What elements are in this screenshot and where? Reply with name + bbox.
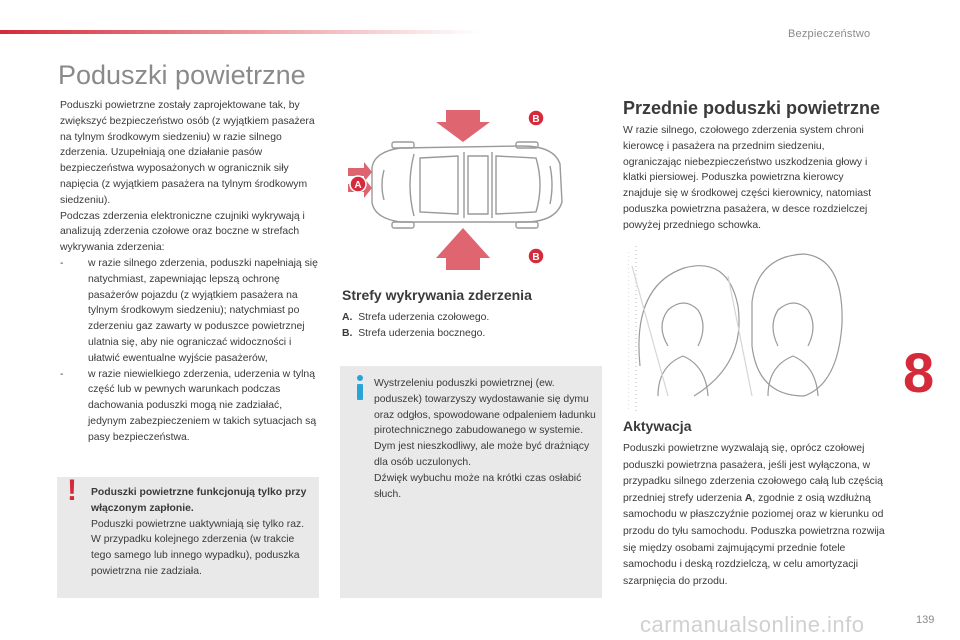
- watermark: carmanualsonline.info: [640, 612, 865, 637]
- bullet-text: w razie silnego zderzenia, poduszki napełniają się natychmiast, zapewniając lepszą ochronę pasażerów pojazdu (z wyjątkiem pasażera na tylnym środkowym siedzeniu); natychmiast po zderzeniu gaz zawarty w poduszce powietrznej ulatnia się, aby nie ograniczać widoczności i ułatwić ewentualne wyjście pasażerów,: [88, 257, 318, 364]
- car-crash-zones-diagram: [340, 106, 580, 276]
- activation-heading: Aktywacja: [623, 418, 692, 434]
- header-accent-bar: [0, 30, 480, 34]
- intro-paragraph-1: Poduszki powietrzne zostały zaprojektowane tak, by zwiększyć bezpieczeństwo osób (z wyjątkiem pasażera na tylnym środkowym siedzeniu) w razie silnego zderzenia. Uzupełniają one działanie pasów bezpieczeństwa wyposażonych w ogranicznik siły napięcia (z wyjątkiem pasażera na tylnym środkowym siedzeniu).: [60, 100, 315, 206]
- side-impact-arrows-top: [436, 110, 490, 142]
- intro-bullet: [60, 256, 322, 367]
- zone-label-a: [350, 176, 366, 192]
- info-paragraph-2: Dym jest nieszkodliwy, ale może być drażniący dla osób uczulonych.: [374, 441, 590, 468]
- activation-text-part-1: Poduszki powietrzne wyzwalają się, oprócz czołowej poduszki powietrzna pasażera, jeśli jest wyłączona, w przypadku silnego zderzenia czołowego całą lub częścią przedniej strefy uderzenia: [623, 443, 883, 504]
- warning-bold-text: Poduszki powietrzne funkcjonują tylko przy włączonym zapłonie.: [91, 487, 307, 514]
- zone-label-b-bottom: [528, 248, 544, 264]
- front-airbags-paragraph: W razie silnego, czołowego zderzenia system chroni kierowcę i pasażera na przednim siedzeniu, ograniczając niebezpieczeństwo uszkodzenia głowy i klatki piersiowej. Poduszka powietrzna kierowcy znajduje się w środkowej części kierownicy, natomiast poduszka powietrzna pasażera, w desce rozdzielczej powyżej przedniego schowka.: [623, 125, 872, 231]
- zone-label-b-top: [528, 110, 544, 126]
- intro-bullet: [60, 367, 322, 446]
- intro-paragraph-2: Podczas zderzenia elektroniczne czujniki wykrywają i analizują zderzenia czołowe oraz boczne w strefach wykrywania zderzenia:: [60, 210, 305, 254]
- page-number: 139: [916, 614, 935, 626]
- info-text: [374, 376, 596, 502]
- activation-zone-a: A: [744, 492, 753, 504]
- zone-text: Strefa uderzenia bocznego.: [358, 327, 486, 339]
- front-airbags-text: [623, 123, 885, 234]
- info-paragraph-1: Wystrzeleniu poduszki powietrznej (ew. poduszek) towarzyszy wydostawanie się dymu oraz odgłos, spowodowane odpaleniem ładunku pirotechnicznego zabudowanego w systemie.: [374, 378, 596, 437]
- warning-icon: !: [67, 474, 77, 507]
- passenger-airbag-outline: [752, 254, 842, 396]
- bullet-text: w razie niewielkiego zderzenia, uderzenia w tylną część lub w pewnych warunkach podczas dachowania poduszki mogą nie zadziałać, jedynym zabezpieczeniem w takich sytuacjach są pasy bezpieczeństwa.: [88, 368, 317, 443]
- info-paragraph-3: Dźwięk wybuchu może na krótki czas osłabić słuch.: [374, 472, 582, 500]
- info-box: [340, 366, 602, 598]
- chapter-number: 8: [903, 341, 935, 404]
- activation-text-part-2: , zgodnie z osią wzdłużną samochodu w płaszczyźnie poziomej oraz w kierunku od przodu do tyłu samochodu. Poduszka powietrzna rozwija się między osobami zajmującymi przednie fotele samochodu i deską rozdzielczą, w celu amortyzacji szarpnięcia do przodu.: [623, 492, 885, 587]
- bullet-dash: -: [60, 368, 64, 380]
- car-top-view-illustration: [372, 142, 562, 228]
- zone-item: [342, 326, 604, 342]
- label-b-top: B: [532, 114, 540, 125]
- intro-text: [60, 98, 322, 446]
- front-airbags-heading: Przednie poduszki powietrzne: [623, 98, 881, 118]
- activation-paragraph: [623, 441, 885, 590]
- activation-text: [623, 441, 885, 590]
- section-title: Bezpieczeństwo: [788, 28, 871, 40]
- zones-list: [342, 310, 604, 342]
- info-icon: [354, 374, 366, 400]
- warning-body-text: Poduszki powietrzne uaktywniają się tylko raz. W przypadku kolejnego zderzenia (w trakcie tego samego lub innego wypadku), poduszka powietrzna nie zadziała.: [91, 518, 305, 577]
- label-b-bottom: B: [532, 252, 540, 263]
- warning-box: [57, 474, 319, 598]
- side-impact-arrows-bottom: [436, 228, 490, 270]
- label-a: A: [354, 180, 362, 191]
- front-airbags-illustration: [628, 246, 848, 412]
- zone-item: [342, 310, 604, 326]
- zones-heading: Strefy wykrywania zderzenia: [342, 287, 532, 303]
- zone-key: B.: [342, 327, 353, 339]
- bullet-dash: -: [60, 257, 64, 269]
- driver-airbag-outline: [639, 266, 739, 396]
- warning-text: [91, 485, 311, 580]
- zone-text: Strefa uderzenia czołowego.: [358, 312, 490, 323]
- page-title: Poduszki powietrzne: [58, 60, 306, 90]
- zone-key: A.: [342, 312, 353, 323]
